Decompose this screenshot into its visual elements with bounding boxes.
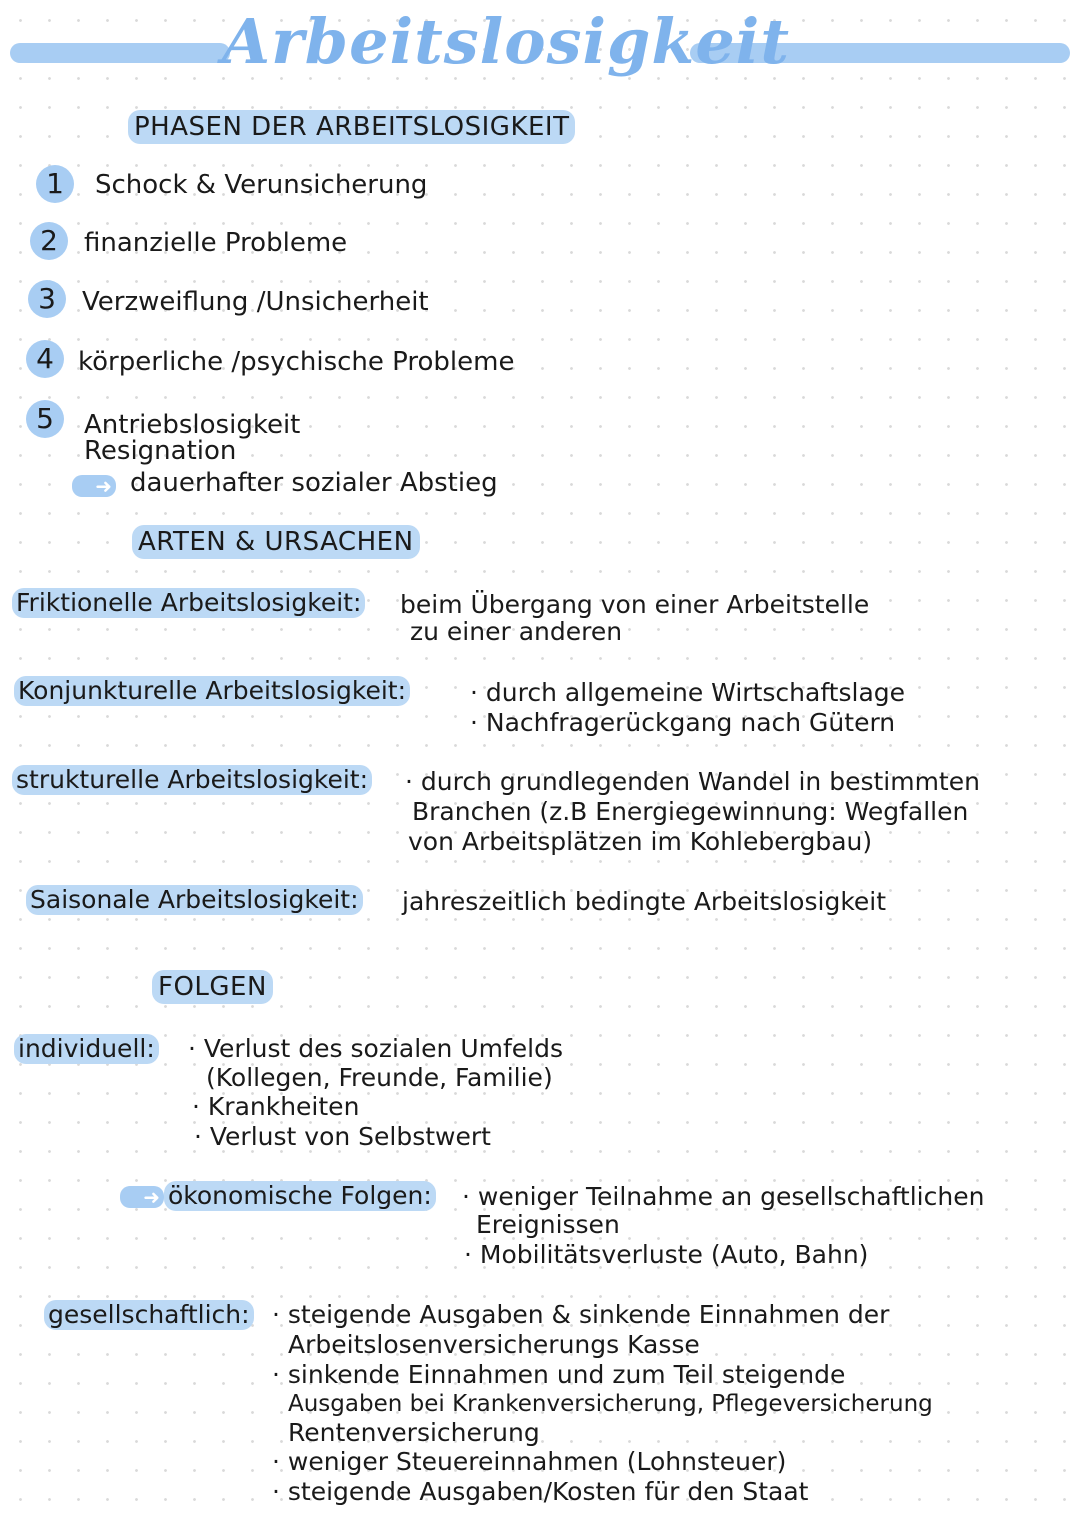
type-term-frictional: Friktionelle Arbeitslosigkeit:: [12, 588, 365, 618]
phase-number-3: 3: [28, 280, 66, 318]
title-underline-left: [10, 43, 230, 63]
phase-number-4: 4: [26, 340, 64, 378]
type-desc-frictional-line2: zu einer anderen: [410, 617, 623, 646]
consequence-social-line1: · steigende Ausgaben & sinkende Einnahmen der: [272, 1300, 890, 1329]
phase-text-1: Schock & Verunsicherung: [95, 170, 428, 200]
type-term-structural: strukturelle Arbeitslosigkeit:: [12, 765, 372, 795]
consequence-individual-line3: · Krankheiten: [192, 1092, 360, 1121]
type-desc-seasonal-line1: jahreszeitlich bedingte Arbeitslosigkeit: [402, 887, 887, 916]
consequence-social-line6: · weniger Steuereinnahmen (Lohnsteuer): [272, 1447, 787, 1476]
phase-text-5-line1: Antriebslosigkeit: [84, 410, 301, 440]
consequences-heading: FOLGEN: [152, 970, 273, 1004]
consequence-term-economic: ökonomische Folgen:: [164, 1181, 436, 1211]
consequence-social-line5: Rentenversicherung: [288, 1418, 540, 1447]
consequence-social-line2: Arbeitslosenversicherungs Kasse: [288, 1330, 700, 1359]
consequence-social-line4: Ausgaben bei Krankenversicherung, Pflegeversicherung: [288, 1391, 933, 1417]
consequence-term-individual: individuell:: [14, 1034, 159, 1064]
phase-text-4: körperliche /psychische Probleme: [78, 347, 515, 377]
consequence-individual-line1: · Verlust des sozialen Umfelds: [188, 1034, 563, 1063]
phase-text-3: Verzweiflung /Unsicherheit: [82, 287, 429, 317]
consequence-individual-line2: (Kollegen, Freunde, Familie): [206, 1063, 553, 1092]
phases-heading: PHASEN DER ARBEITSLOSIGKEIT: [128, 110, 575, 144]
type-desc-structural-line2: Branchen (z.B Energiegewinnung: Wegfallen: [412, 797, 969, 826]
arrow-right-icon: ➜: [72, 475, 116, 497]
types-heading: ARTEN & URSACHEN: [132, 525, 420, 559]
phase-result: dauerhafter sozialer Abstieg: [130, 468, 498, 498]
type-desc-structural-line1: · durch grundlegenden Wandel in bestimmten: [405, 767, 980, 796]
phase-number-5: 5: [26, 400, 64, 438]
consequence-term-social: gesellschaftlich:: [44, 1300, 254, 1330]
type-desc-cyclical-line2: · Nachfragerückgang nach Gütern: [470, 708, 896, 737]
consequence-individual-line4: · Verlust von Selbstwert: [194, 1122, 491, 1151]
type-desc-frictional-line1: beim Übergang von einer Arbeitstelle: [400, 590, 870, 619]
consequence-economic-line3: · Mobilitätsverluste (Auto, Bahn): [464, 1240, 869, 1269]
type-desc-structural-line3: von Arbeitsplätzen im Kohlebergbau): [408, 827, 873, 856]
phase-number-2: 2: [30, 222, 68, 260]
consequence-social-line7: · steigende Ausgaben/Kosten für den Staat: [272, 1477, 809, 1506]
page-title: Arbeitslosigkeit: [222, 5, 790, 78]
consequence-economic-line2: Ereignissen: [476, 1210, 620, 1239]
type-desc-cyclical-line1: · durch allgemeine Wirtschaftslage: [470, 678, 906, 707]
phase-text-5-line2: Resignation: [84, 436, 237, 466]
type-term-seasonal: Saisonale Arbeitslosigkeit:: [26, 885, 363, 915]
consequence-economic-line1: · weniger Teilnahme an gesellschaftlichen: [462, 1182, 985, 1211]
phase-number-1: 1: [36, 165, 74, 203]
arrow-right-icon: ➜: [120, 1186, 164, 1208]
type-term-cyclical: Konjunkturelle Arbeitslosigkeit:: [14, 676, 410, 706]
phase-text-2: finanzielle Probleme: [84, 228, 348, 258]
consequence-social-line3: · sinkende Einnahmen und zum Teil steigende: [272, 1360, 846, 1389]
